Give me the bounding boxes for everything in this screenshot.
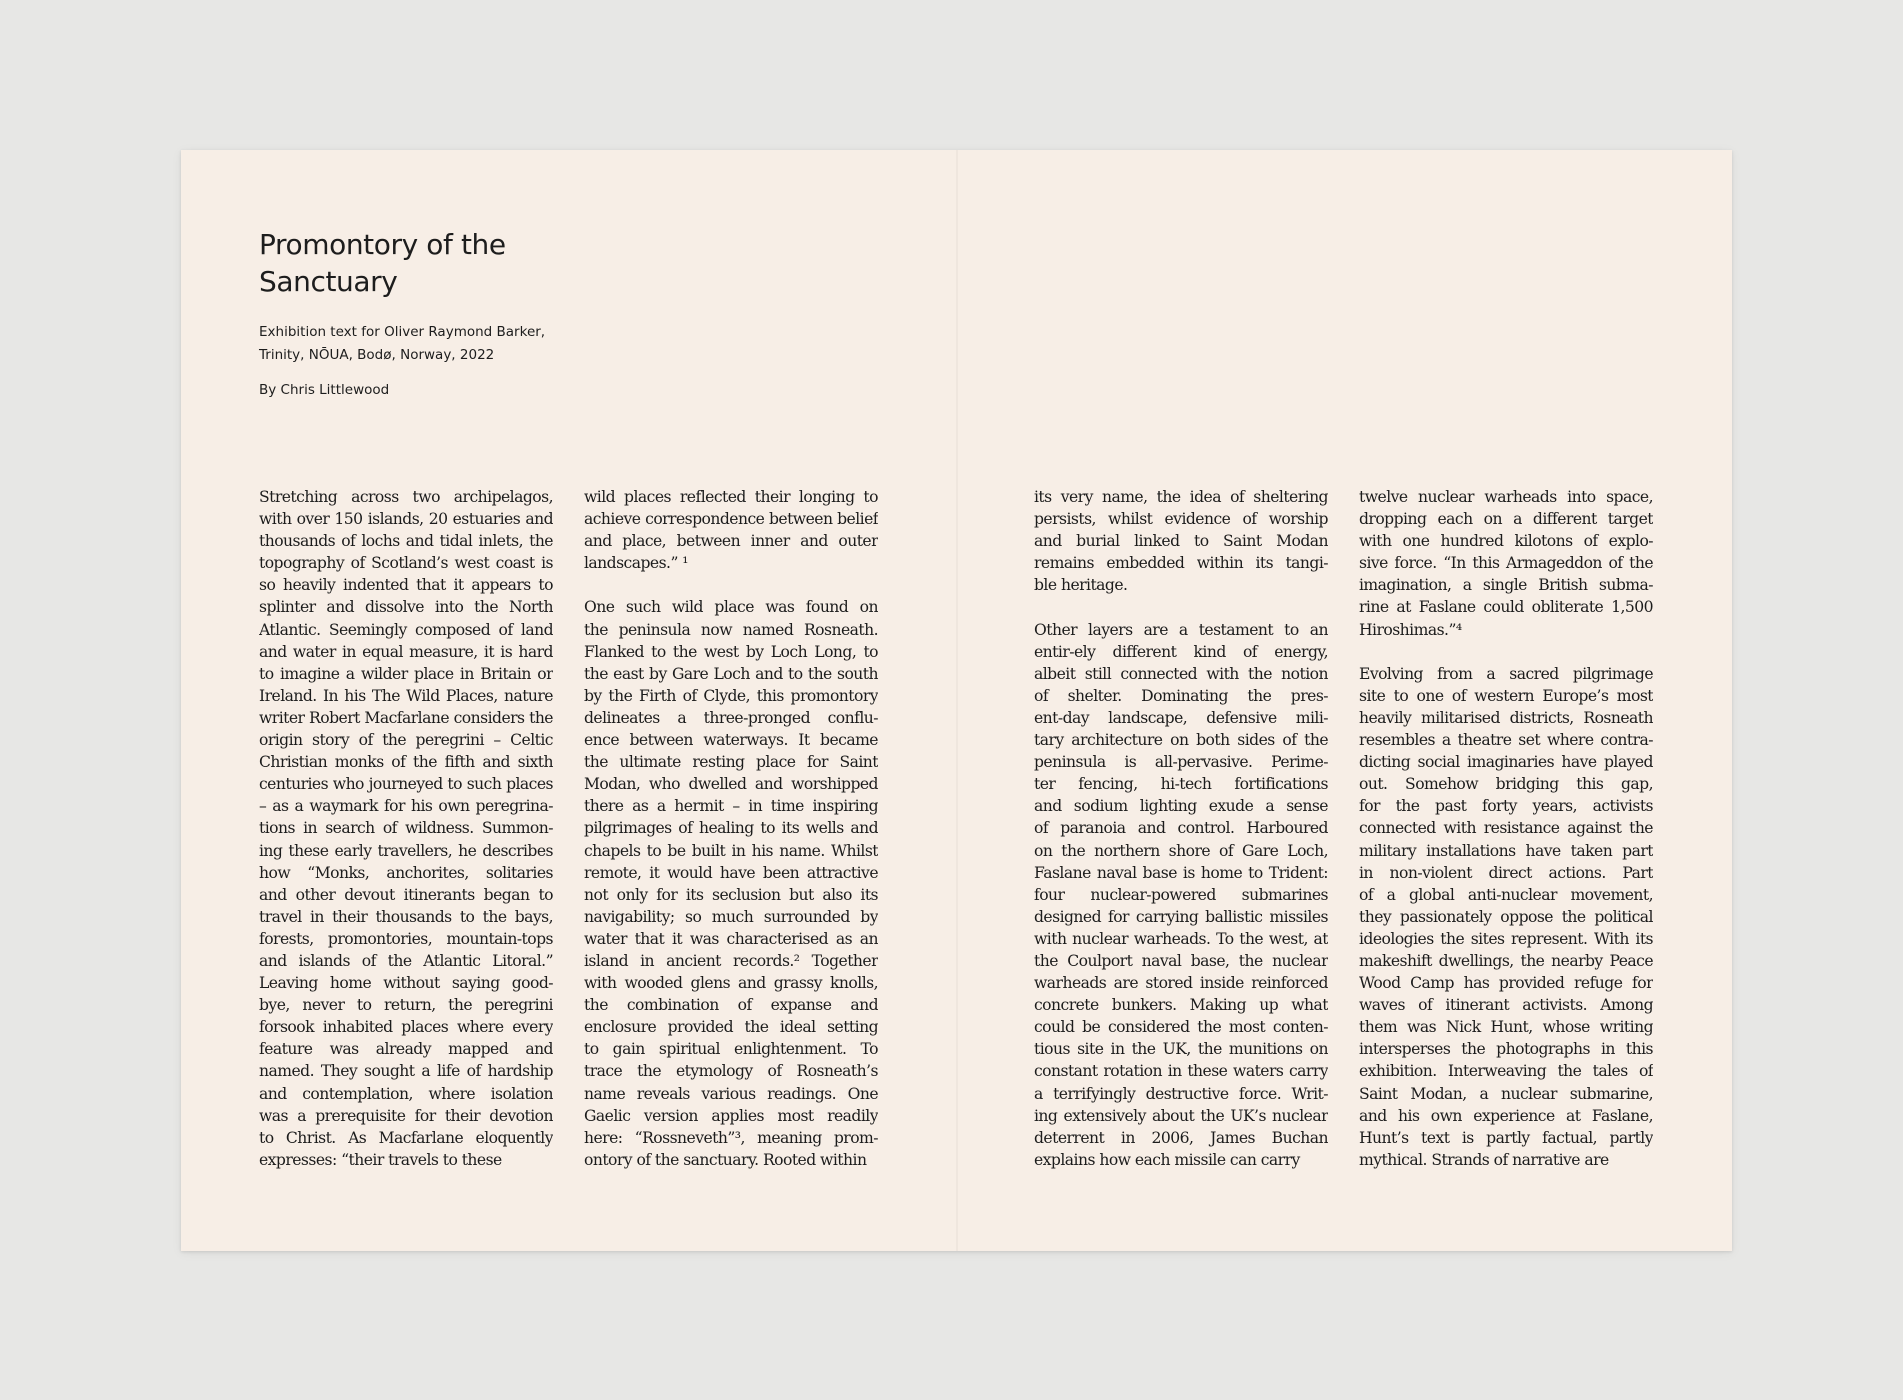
- text-line: connected with resistance against the: [1359, 819, 1653, 838]
- paragraph: [259, 486, 553, 1171]
- text-line: waves of itinerant activists. Among: [1359, 996, 1653, 1015]
- text-line: dicting social imaginaries have played: [1359, 753, 1653, 772]
- text-line: deterrent in 2006, James Buchan: [1034, 1128, 1328, 1147]
- text-line: and other devout itinerants began to: [259, 885, 553, 904]
- text-line: chapels to be built in his name. Whilst: [584, 841, 878, 860]
- text-line: and water in equal measure, it is hard: [259, 642, 553, 661]
- text-line: so heavily indented that it appears to: [259, 576, 553, 595]
- text-line: to Christ. As Macfarlane eloquently: [259, 1128, 553, 1147]
- text-line: Atlantic. Seemingly composed of land: [259, 620, 553, 639]
- article-title: [259, 226, 659, 300]
- text-line: was a prerequisite for their devotion: [259, 1106, 553, 1125]
- text-line: expresses: “their travels to these: [259, 1150, 502, 1169]
- text-line: makeshift dwellings, the nearby Peace: [1359, 951, 1653, 970]
- text-line: its very name, the idea of sheltering: [1034, 488, 1328, 506]
- text-line: persists, whilst evidence of worship: [1034, 510, 1328, 529]
- text-line: the peninsula now named Rosneath.: [584, 620, 878, 639]
- text-line: four nuclear-powered submarines: [1034, 885, 1328, 904]
- text-line: Flanked to the west by Loch Long, to: [584, 642, 878, 661]
- text-line: explains how each missile can carry: [1034, 1150, 1300, 1169]
- text-line: site to one of western Europe’s most: [1359, 686, 1653, 705]
- text-line: with over 150 islands, 20 estuaries and: [259, 510, 553, 529]
- text-line: bye, never to return, the peregrini: [259, 996, 553, 1015]
- text-line: topography of Scotland’s west coast is: [259, 554, 553, 573]
- text-line: out. Somehow bridging this gap,: [1359, 775, 1653, 794]
- text-line: ing extensively about the UK’s nuclear: [1034, 1106, 1328, 1125]
- text-line: writer Robert Macfarlane considers the: [259, 708, 553, 727]
- text-line: splinter and dissolve into the North: [259, 598, 553, 617]
- text-line: tary architecture on both sides of the: [1034, 731, 1328, 750]
- text-line: entir-ely different kind of energy,: [1034, 642, 1328, 661]
- book-spread: [181, 150, 1732, 1251]
- text-column-1: [259, 486, 553, 1171]
- text-line: a terrifyingly destructive force. Writ-: [1034, 1084, 1328, 1103]
- text-line: with one hundred kilotons of explo-: [1359, 532, 1653, 551]
- text-line: with nuclear warheads. To the west, at: [1034, 929, 1328, 948]
- text-line: peninsula is all-pervasive. Perime-: [1034, 753, 1328, 772]
- text-line: One such wild place was found on: [584, 598, 878, 617]
- text-line: Evolving from a sacred pilgrimage: [1359, 664, 1653, 683]
- subtitle-line: Exhibition text for Oliver Raymond Barker,: [259, 324, 546, 340]
- text-line: sive force. “In this Armageddon of the: [1359, 554, 1653, 573]
- text-line: ble heritage.: [1034, 576, 1128, 595]
- paragraph: [584, 596, 878, 1170]
- text-line: tions in search of wildness. Summon-: [259, 819, 553, 838]
- text-line: feature was already mapped and: [259, 1040, 553, 1059]
- text-line: rine at Faslane could obliterate 1,500: [1359, 598, 1653, 617]
- text-line: with wooded glens and grassy knolls,: [584, 974, 878, 993]
- text-line: albeit still connected with the notion: [1034, 664, 1328, 683]
- title-line: Sanctuary: [259, 265, 398, 298]
- text-line: trace the etymology of Rosneath’s: [584, 1062, 878, 1081]
- text-line: ideologies the sites represent. With its: [1359, 929, 1653, 948]
- text-line: Stretching across two archipelagos,: [259, 488, 553, 506]
- text-line: Hunt’s text is partly factual, partly: [1359, 1128, 1653, 1147]
- text-line: them was Nick Hunt, whose writing: [1359, 1018, 1653, 1037]
- text-line: in non-violent direct actions. Part: [1359, 863, 1653, 882]
- text-line: name reveals various readings. One: [584, 1084, 878, 1103]
- text-line: and islands of the Atlantic Litoral.”: [259, 951, 553, 970]
- text-line: and contemplation, where isolation: [259, 1084, 553, 1103]
- text-line: achieve correspondence between belief: [584, 510, 878, 529]
- text-line: the east by Gare Loch and to the south: [584, 664, 878, 683]
- text-line: heavily militarised districts, Rosneath: [1359, 708, 1653, 727]
- text-line: Hiroshimas.”⁴: [1359, 620, 1462, 639]
- text-line: tious site in the UK, the munitions on: [1034, 1040, 1328, 1059]
- text-line: the ultimate resting place for Saint: [584, 753, 878, 772]
- book-gutter: [956, 150, 958, 1251]
- text-line: of paranoia and control. Harboured: [1034, 819, 1328, 838]
- paragraph: [1034, 619, 1328, 1171]
- text-line: Ireland. In his The Wild Places, nature: [259, 686, 553, 705]
- title-line: Promontory of the: [259, 228, 506, 261]
- subtitle-line: Trinity, NŌUA, Bodø, Norway, 2022: [259, 347, 495, 363]
- text-line: military installations have taken part: [1359, 841, 1653, 860]
- text-line: to gain spiritual enlightenment. To: [584, 1040, 878, 1059]
- text-line: of shelter. Dominating the pres-: [1034, 686, 1328, 705]
- text-line: ence between waterways. It became: [584, 731, 878, 750]
- text-line: navigability; so much surrounded by: [584, 907, 878, 926]
- text-line: Gaelic version applies most readily: [584, 1106, 878, 1125]
- text-line: there as a hermit – in time inspiring: [584, 797, 878, 816]
- paragraph: [1359, 663, 1653, 1171]
- text-line: Saint Modan, a nuclear submarine,: [1359, 1084, 1653, 1103]
- text-line: and his own experience at Faslane,: [1359, 1106, 1653, 1125]
- text-line: forsook inhabited places where every: [259, 1018, 553, 1037]
- text-line: centuries who journeyed to such places: [259, 775, 553, 794]
- text-line: of a global anti-nuclear movement,: [1359, 885, 1653, 904]
- text-column-2: [584, 486, 878, 1171]
- text-line: travel in their thousands to the bays,: [259, 907, 553, 926]
- text-line: Christian monks of the fifth and sixth: [259, 753, 553, 772]
- text-line: landscapes.” ¹: [584, 554, 688, 573]
- paragraph: [1359, 486, 1653, 641]
- text-line: Modan, who dwelled and worshipped: [584, 775, 878, 794]
- text-line: island in ancient records.² Together: [584, 951, 878, 970]
- text-line: dropping each on a different target: [1359, 510, 1653, 529]
- text-line: and place, between inner and outer: [584, 532, 878, 551]
- text-line: – as a waymark for his own peregrina-: [259, 797, 553, 816]
- text-line: could be considered the most conten-: [1034, 1018, 1328, 1037]
- text-line: concrete bunkers. Making up what: [1034, 996, 1328, 1015]
- text-line: mythical. Strands of narrative are: [1359, 1150, 1609, 1169]
- text-line: remains embedded within its tangi-: [1034, 554, 1328, 573]
- text-line: Other layers are a testament to an: [1034, 620, 1328, 639]
- text-line: for the past forty years, activists: [1359, 797, 1653, 816]
- text-line: imagination, a single British subma-: [1359, 576, 1653, 595]
- text-line: Faslane naval base is home to Trident:: [1034, 863, 1328, 882]
- text-line: by the Firth of Clyde, this promontory: [584, 686, 878, 705]
- text-line: ter fencing, hi-tech fortifications: [1034, 775, 1328, 794]
- text-line: Wood Camp has provided refuge for: [1359, 974, 1653, 993]
- text-line: delineates a three-pronged conflu-: [584, 708, 878, 727]
- text-line: not only for its seclusion but also its: [584, 885, 878, 904]
- text-line: intersperses the photographs in this: [1359, 1040, 1653, 1059]
- text-line: wild places reflected their longing to: [584, 488, 878, 506]
- paragraph: [584, 486, 878, 574]
- text-line: ontory of the sanctuary. Rooted within: [584, 1150, 867, 1169]
- article-subtitle: [259, 321, 659, 367]
- text-line: the combination of expanse and: [584, 996, 878, 1015]
- text-line: forests, promontories, mountain-tops: [259, 929, 553, 948]
- text-line: designed for carrying ballistic missiles: [1034, 907, 1328, 926]
- text-line: origin story of the peregrini – Celtic: [259, 731, 553, 750]
- text-line: thousands of lochs and tidal inlets, the: [259, 532, 553, 551]
- text-line: twelve nuclear warheads into space,: [1359, 488, 1653, 506]
- text-line: the Coulport naval base, the nuclear: [1034, 951, 1328, 970]
- text-line: Leaving home without saying good-: [259, 974, 553, 993]
- text-line: named. They sought a life of hardship: [259, 1062, 553, 1081]
- text-line: ent-day landscape, defensive mili-: [1034, 708, 1328, 727]
- text-line: ing these early travellers, he describes: [259, 841, 553, 860]
- text-line: constant rotation in these waters carry: [1034, 1062, 1328, 1081]
- text-column-3: [1034, 486, 1328, 1171]
- text-line: how “Monks, anchorites, solitaries: [259, 863, 553, 882]
- text-line: to imagine a wilder place in Britain or: [259, 664, 553, 683]
- text-line: and burial linked to Saint Modan: [1034, 532, 1328, 551]
- text-line: warheads are stored inside reinforced: [1034, 974, 1328, 993]
- text-line: resembles a theatre set where contra-: [1359, 731, 1653, 750]
- text-line: exhibition. Interweaving the tales of: [1359, 1062, 1653, 1081]
- text-line: remote, it would have been attractive: [584, 863, 878, 882]
- text-column-4: [1359, 486, 1653, 1171]
- article-byline: By Chris Littlewood: [259, 382, 390, 398]
- text-line: water that it was characterised as an: [584, 929, 878, 948]
- paragraph: [1034, 486, 1328, 596]
- text-line: and sodium lighting exude a sense: [1034, 797, 1328, 816]
- text-line: enclosure provided the ideal setting: [584, 1018, 878, 1037]
- text-line: on the northern shore of Gare Loch,: [1034, 841, 1328, 860]
- text-line: they passionately oppose the political: [1359, 907, 1653, 926]
- text-line: pilgrimages of healing to its wells and: [584, 819, 878, 838]
- text-line: here: “Rossneveth”³, meaning prom-: [584, 1128, 878, 1147]
